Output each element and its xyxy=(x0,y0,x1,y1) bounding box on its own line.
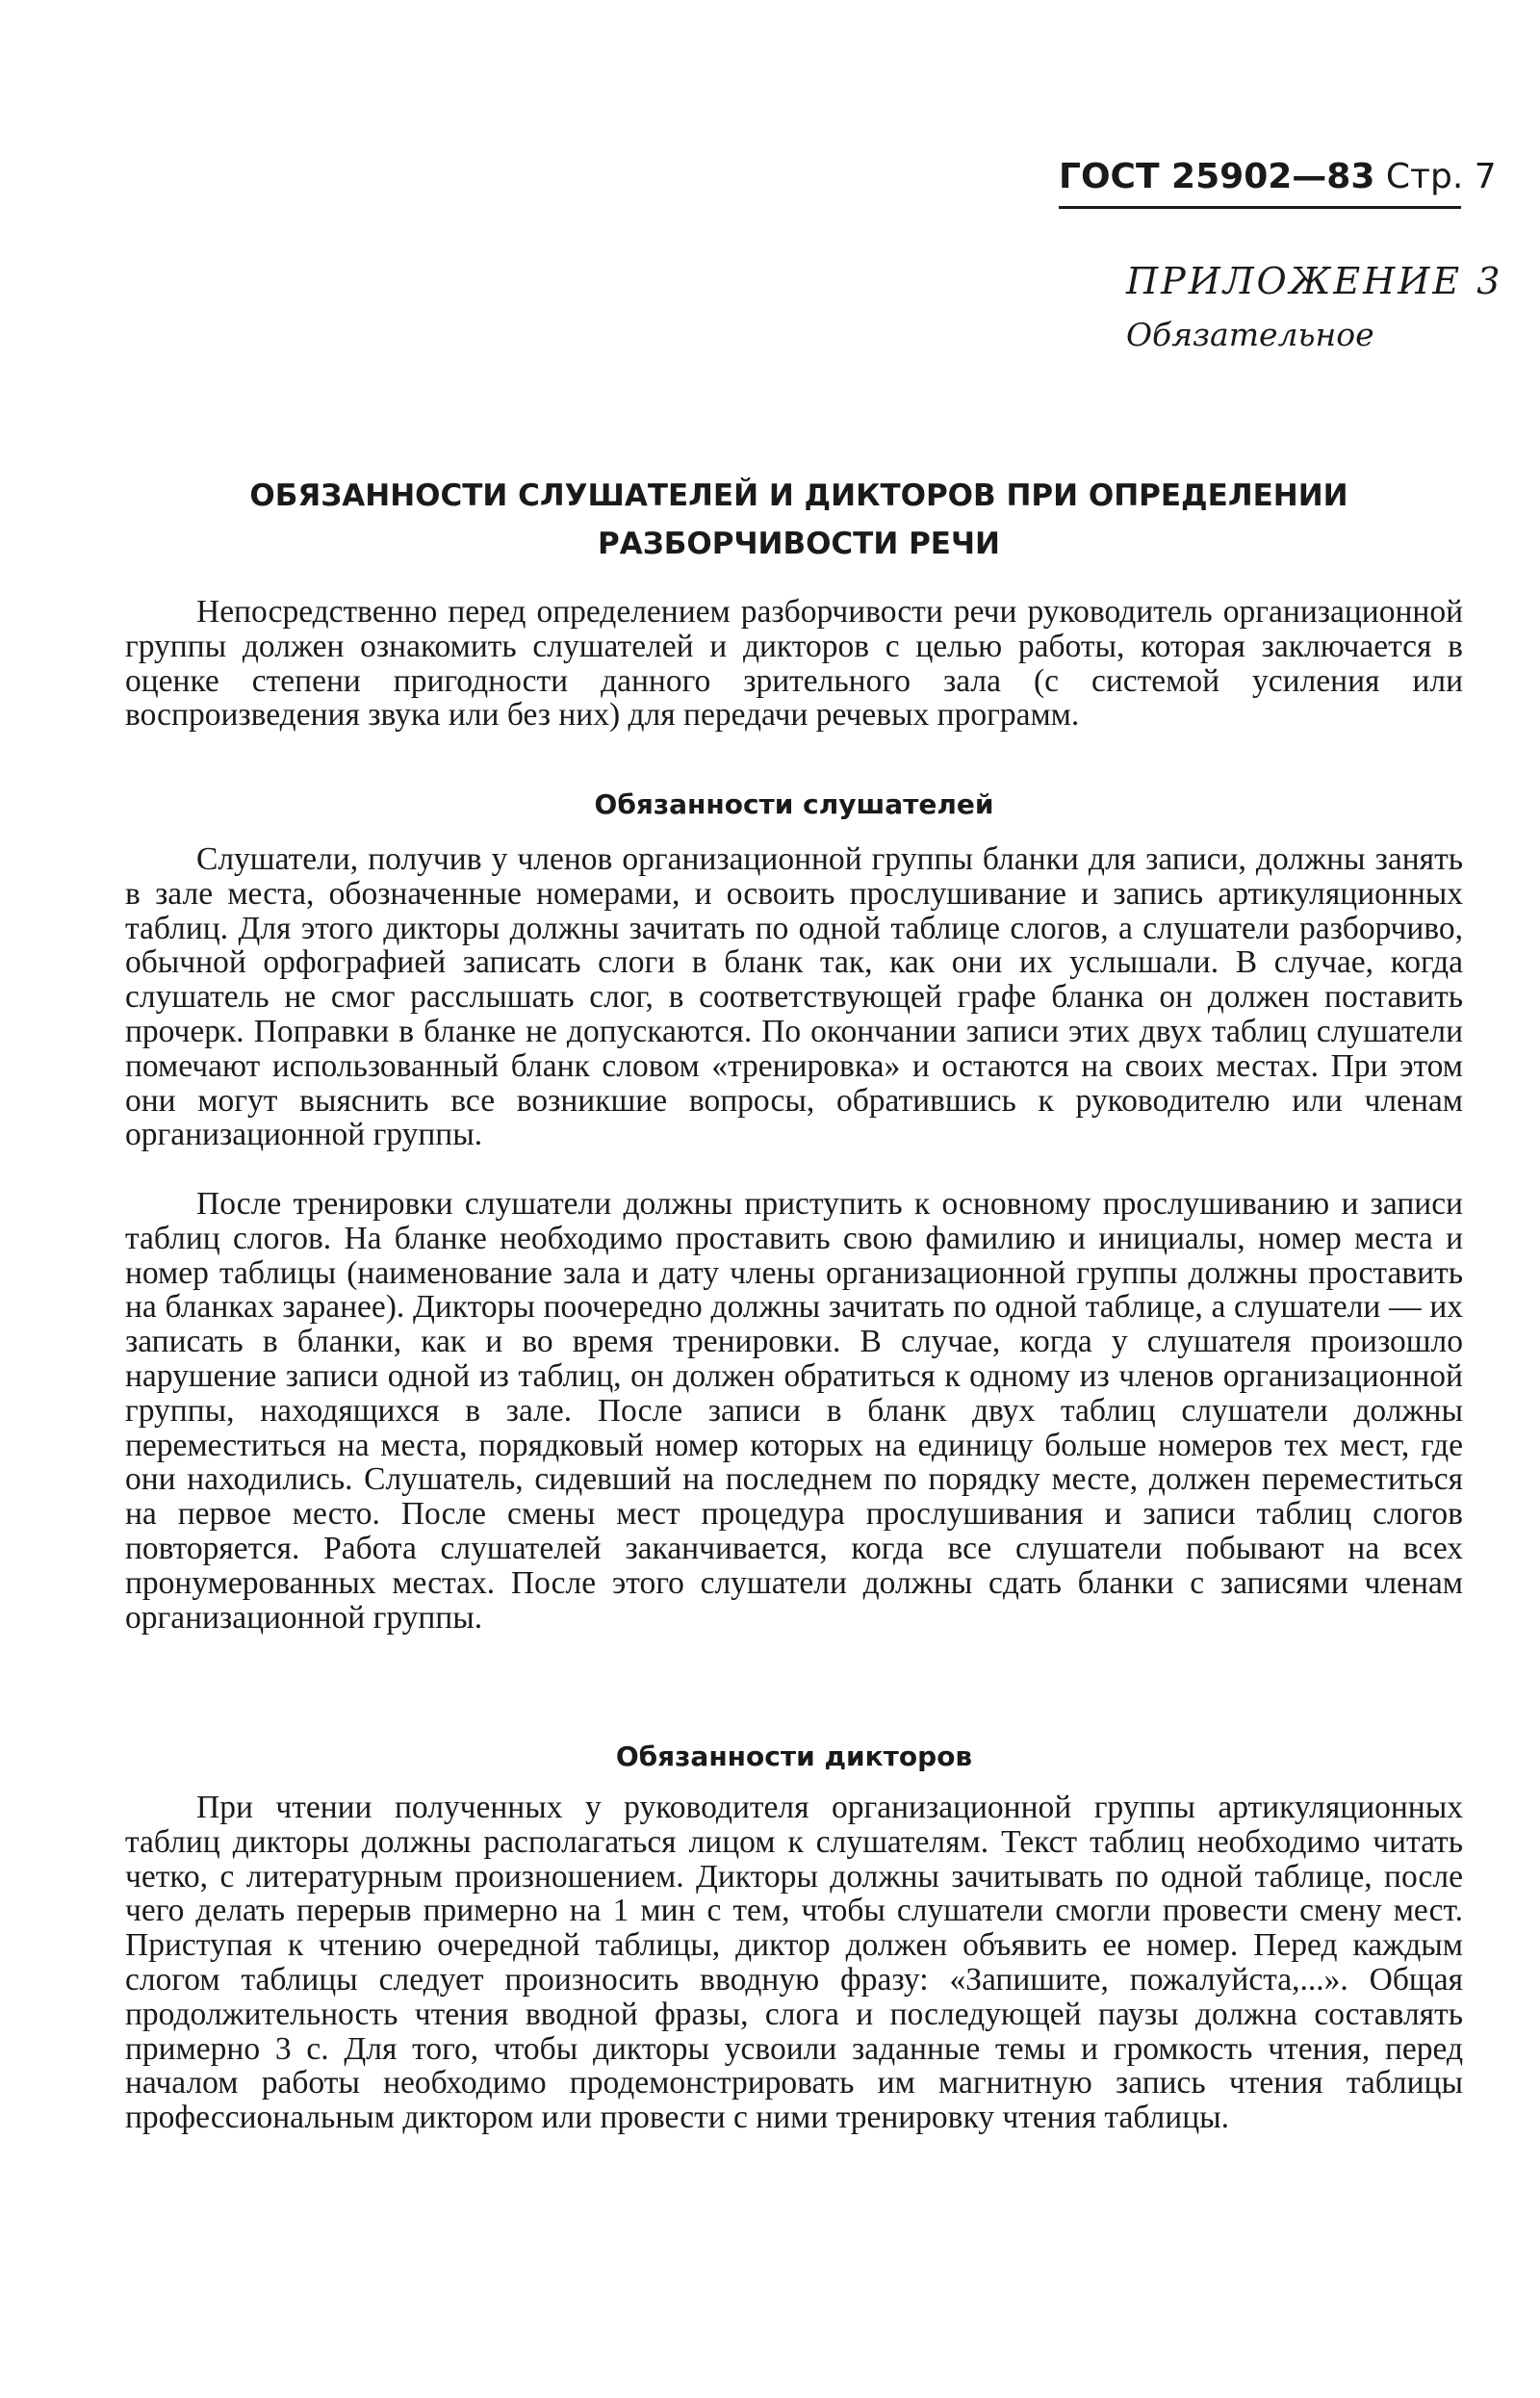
title-line-2: РАЗБОРЧИВОСТИ РЕЧИ xyxy=(598,527,1000,561)
annex-status: Обязательное xyxy=(1126,316,1374,353)
standard-number: ГОСТ 25902—83 xyxy=(1059,157,1375,196)
intro-paragraph: Непосредственно перед определением разборчивости речи руководитель организационной группы должен ознакомить слушателей и дикторов с целью работы, которая заключается в оценке степени пригодности данного зрительного зала (с системой усиления или воспроизведения звука или без них) для передачи речевых программ. xyxy=(125,594,1463,734)
listeners-paragraph-2: После тренировки слушатели должны приступить к основному прослушиванию и записи таблиц слогов. На бланке необходимо проставить свою фамилию и инициалы, номер места и номер таблицы (наименование зала и дату члены организационной группы должны проставить на бланках заранее). Дикторы поочередно должны зачитать по одной таблице, а слушатели — их записать в бланки, как и во время тренировки. В случае, когда у слушателя произошло нарушение записи одной из таблиц, он должен обратиться к одному из членов организационной группы, находящихся в зале. После записи в бланк двух таблиц слушатели должны переместиться на места, порядковый номер которых на единицу больше номеров тех мест, где они находились. Слушатель, сидевший на последнем по порядку месте, должен переместиться на первое место. После смены мест процедура прослушивания и записи таблиц слогов повторяется. Работа слушателей заканчивается, когда все слушатели побывают на всех пронумерованных местах. После этого слушатели должны сдать бланки с записями членам организационной группы. xyxy=(125,1186,1463,1636)
listeners-paragraph-1: Слушатели, получив у членов организационной группы бланки для записи, должны занять в зале места, обозначенные номерами, и освоить прослушивание и запись артикуляционных таблиц. Для этого дикторы должны зачитать по одной таблице слогов, а слушатели разборчиво, обычной орфографией записать слоги в бланк так, как они их услышали. В случае, когда слушатель не смог расслышать слог, в соответствующей графе бланка он должен поставить прочерк. Поправки в бланке не допускаются. По окончании записи этих двух таблиц слушатели помечают использованный бланк словом «тренировка» и остаются на своих местах. При этом они могут выяснить все возникшие вопросы, обратившись к руководителю или членам организационной группы. xyxy=(125,841,1463,1153)
listeners-heading: Обязанности слушателей xyxy=(594,788,994,820)
annex-label xyxy=(1126,254,1502,362)
page-header xyxy=(1059,152,1497,209)
document-title xyxy=(135,472,1463,568)
annex-title: ПРИЛОЖЕНИЕ 3 xyxy=(1126,260,1503,302)
speakers-paragraph-1: При чтении полученных у руководителя организационной группы артикуляционных таблиц дикторы должны располагаться лицом к слушателям. Текст таблиц необходимо читать четко, с литературным произношением. Дикторы должны зачитывать по одной таблице, после чего делать перерыв примерно на 1 мин с тем, чтобы слушатели смогли провести смену мест. Приступая к чтению очередной таблицы, диктор должен объявить ее номер. Перед каждым слогом таблицы следует произносить вводную фразу: «Запишите, пожалуйста,...». Общая продолжительность чтения вводной фразы, слога и последующей паузы должна составлять примерно 3 с. Для того, чтобы дикторы усвоили заданные темы и громкость чтения, перед началом работы необходимо продемонстрировать им магнитную запись чтения таблицы профессиональным диктором или провести с ними тренировку чтения таблицы. xyxy=(125,1790,1463,2136)
page-number: Стр. 7 xyxy=(1385,157,1497,196)
title-line-1: ОБЯЗАННОСТИ СЛУШАТЕЛЕЙ И ДИКТОРОВ ПРИ ОПРЕДЕЛЕНИИ xyxy=(249,478,1348,513)
speakers-heading: Обязанности дикторов xyxy=(615,1740,973,1772)
